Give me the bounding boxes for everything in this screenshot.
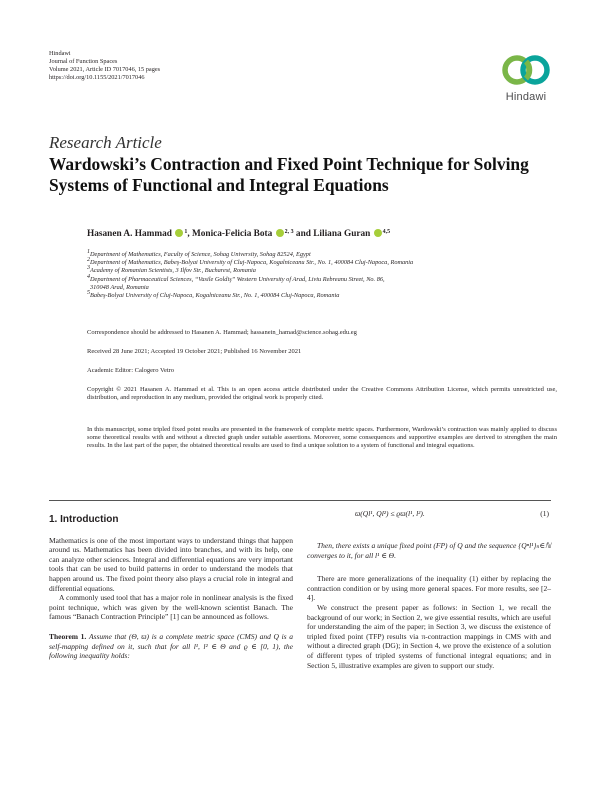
intro-paragraph: Mathematics is one of the most important ways to understand things that happen around us. Mathematics has been divided into branches, and with its help, one can analyze other sciences. Integral and differential equations are very important tools that can be used to build patterns in order to understand the models that happen around us. The fixed point theory also plays a crucial role in integral and differential equations. [49, 535, 293, 593]
affiliation-line [87, 273, 557, 284]
left-column [49, 515, 293, 661]
affiliation-sup: 1 [87, 249, 90, 255]
right-column [307, 509, 551, 670]
affiliation-text: Department of Pharmaceutical Sciences, “Vasile Goldiş” Western University of Arad, Liviu Rebreanu Street, No. 86, [90, 275, 385, 283]
affiliations [87, 251, 557, 300]
theorem-1 [49, 632, 293, 661]
theorem-conclusion: Then, there exists a unique fixed point (FP) of Q and the sequence {Qⁿl¹}ₙ∈ℕ converges to it, for all l¹ ∈ Θ. [307, 541, 551, 560]
affiliation-text: Babeş-Bolyai University of Cluj-Napoca, Kogalniceanu Str., No. 1, 400084 Cluj-Napoca, Romania [90, 292, 340, 300]
affiliation-text: Academy of Romanian Scientists, 3 Ilfov Str., Bucharest, Romania [90, 267, 256, 275]
equation-number: (1) [540, 509, 549, 518]
author-sup: 2, 3 [284, 229, 294, 235]
copyright-notice: Copyright © 2021 Hasanen A. Hammad et al. This is an open access article distributed under the Creative Commons Attribution License, which permits unrestricted use, distribution, and reproduction in any medium, provided the original work is properly cited. [87, 386, 557, 402]
academic-editor: Academic Editor: Calogero Vetro [87, 367, 175, 374]
affiliation-sup: 5 [87, 290, 90, 297]
intro-paragraph: A commonly used tool that has a major role in nonlinear analysis is the fixed point technique, which was given by the well-known scientist Banach. The famous “Banach Contraction Principle” [1] can be announced as follows. [49, 593, 293, 622]
article-type: Research Article [49, 133, 162, 152]
affiliation-sup: 3 [87, 265, 90, 272]
author-name[interactable]: Monica-Felicia Bota [191, 229, 273, 239]
affiliation-line [87, 267, 557, 275]
author-name[interactable]: Liliana Guran [313, 229, 371, 239]
journal-name: Journal of Function Spaces [49, 57, 118, 65]
abstract: In this manuscript, some tripled fixed point results are presented in the framework of complete metric spaces. Furthermore, Wardowski’s contraction was mainly applied to discuss some theoretical results with and without a directed graph under suitable assertions. Moreover, some consequences and supportive examples are derived to strengthen the main results. In the last part of the paper, the obtained theoretical results are used to find a unique solution to a system of functional and integral equations. [87, 426, 557, 450]
affiliation-sup: 4 [87, 273, 90, 280]
author-sup: 1 [184, 229, 188, 235]
author-list [87, 229, 390, 239]
section-heading: 1. Introduction [49, 514, 119, 525]
volume-line: Volume 2021, Article ID 7017046, 15 pages [49, 65, 161, 73]
equation-text: ϖ(Ql¹, Ql²) ≤ ϱϖ(l¹, l²). [355, 509, 425, 518]
theorem-text: Assume that (Θ, ϖ) is a complete metric space (CMS) and Q is a self-mapping defined on it, such that for all l¹, l² ∈ Θ and ϱ ∈ [0, 1), the following inequality holds: [49, 631, 293, 661]
correspondence: Correspondence should be addressed to Hasanen A. Hammad; hassanein_hamad@science.sohag.edu.eg [87, 329, 357, 336]
body-paragraph: There are more generalizations of the inequality (1) either by replacing the contraction condition or by using more general spaces. For more results, see [2–4]. [307, 574, 551, 603]
affiliation-line [87, 284, 557, 292]
paper-title: Wardowski’s Contraction and Fixed Point Technique for Solving Systems of Functional and Integral Equations [49, 154, 529, 195]
affiliation-line [87, 292, 557, 300]
orcid-icon[interactable] [276, 229, 284, 237]
affiliation-sup: 2 [87, 257, 90, 264]
author-separator: and [293, 229, 314, 239]
journal-meta [49, 50, 160, 82]
equation-1 [307, 509, 551, 523]
body-paragraph: We construct the present paper as follows: in Section 1, we recall the background of our work; in Section 2, we give essential results, which are useful for understanding the aim of the paper; in Section 3, we discuss the existence of tripled fixed point (TFP) results via π-contraction mappings in CMS with and without a directed graph (DG); in Section 4, we prove the existence of a solution of different types of tripled systems of functional integral equations; and in Section 5, illustrative examples are given to support our study. [307, 602, 551, 670]
author-name[interactable]: Hasanen A. Hammad [87, 229, 172, 239]
author-separator: , [187, 229, 192, 239]
author-sup: 4,5 [382, 229, 391, 235]
theorem-label: Theorem 1. [49, 631, 87, 641]
publisher-line: Hindawi [49, 50, 71, 57]
hindawi-logo-text: Hindawi [505, 91, 547, 103]
orcid-icon[interactable] [175, 229, 183, 237]
orcid-icon[interactable] [374, 229, 382, 237]
affiliation-text: Department of Mathematics, Faculty of Science, Sohag University, Sohag 82524, Egypt [90, 251, 311, 258]
section-divider [49, 500, 551, 501]
publication-dates: Received 28 June 2021; Accepted 19 October 2021; Published 16 November 2021 [87, 348, 302, 355]
affiliation-text: Department of Mathematics, Babeş-Bolyai University of Cluj-Napoca, Kogalniceanu Str., No. 1, 400084 Cluj-Napoca, Romania [90, 259, 414, 267]
affiliation-text: 310048 Arad, Romania [90, 283, 149, 291]
doi-link[interactable]: https://doi.org/10.1155/2021/7017046 [49, 73, 145, 81]
affiliation-line [87, 251, 557, 259]
